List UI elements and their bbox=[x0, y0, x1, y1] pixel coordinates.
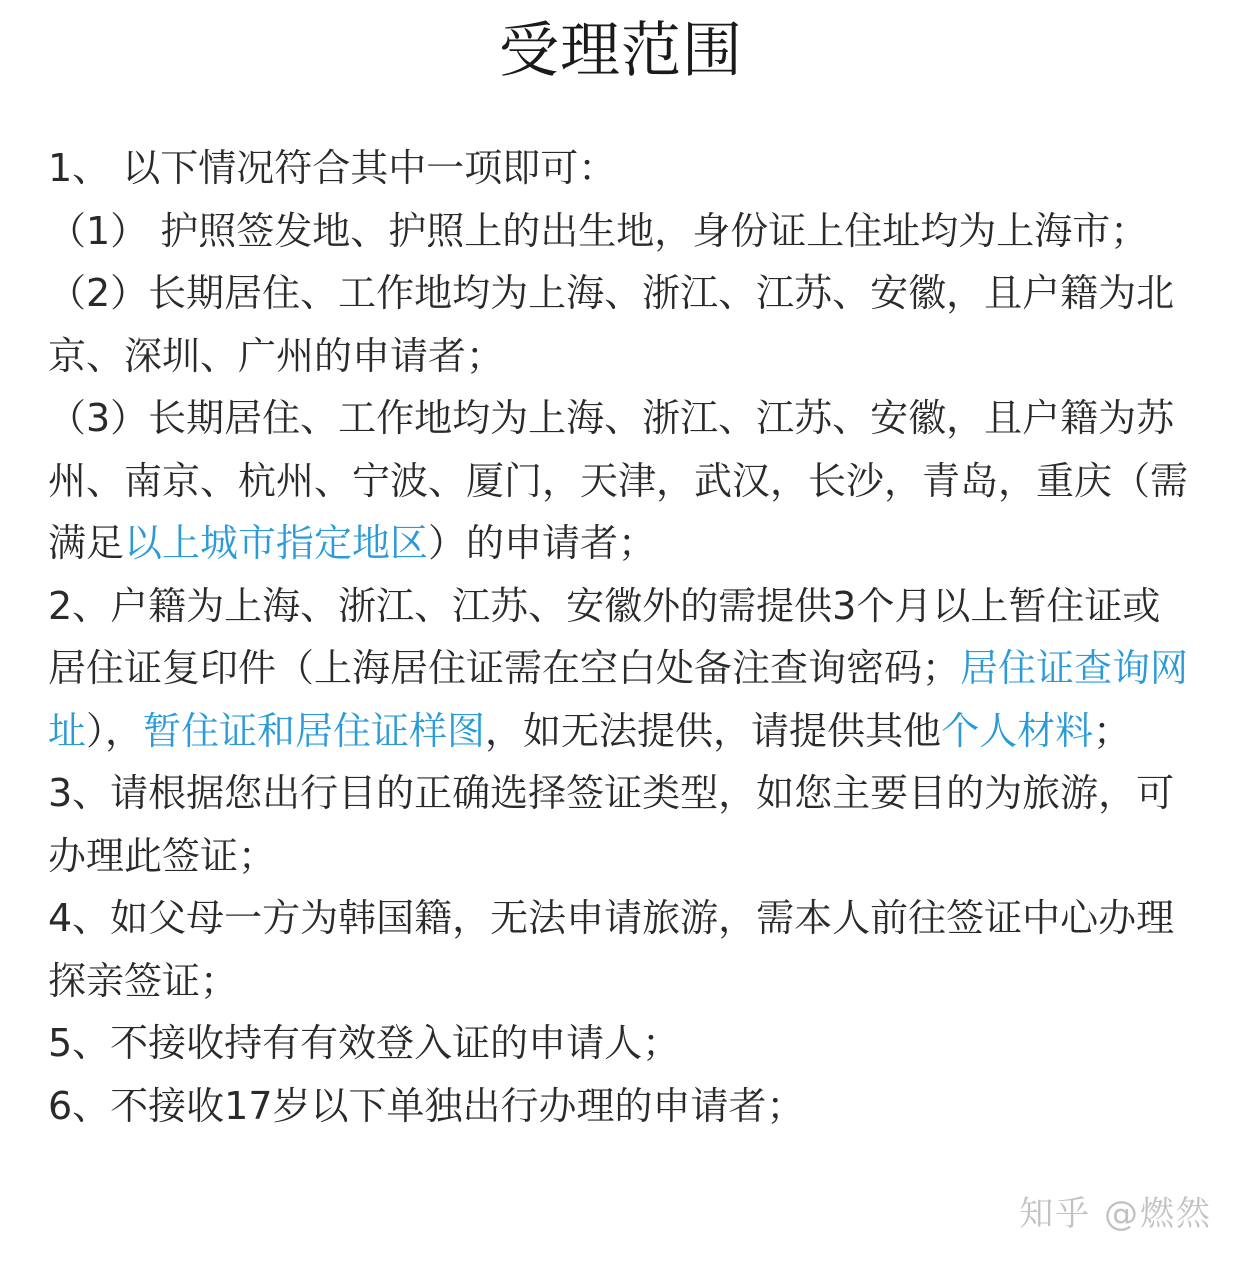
item-2-text-d: ； bbox=[1093, 708, 1132, 753]
item-3: 3、请根据您出行目的正确选择签证类型，如您主要目的为旅游，可办理此签证； bbox=[48, 771, 1175, 878]
permit-sample-link[interactable]: 暂住证和居住证样图 bbox=[143, 708, 486, 753]
item-2-text-a: 2、户籍为上海、浙江、江苏、安徽外的需提供3个月以上暂住证或居住证复印件（上海居住证需在空白处备注查询密码； bbox=[48, 583, 1161, 690]
residence-permit-query-link[interactable]: 居住证查询网址 bbox=[48, 646, 1189, 753]
designated-areas-link[interactable]: 以上城市指定地区 bbox=[124, 521, 429, 565]
item-1-sub-3 bbox=[48, 387, 1198, 575]
item-2-text-c: ，如无法提供，请提供其他 bbox=[485, 708, 942, 753]
item-5: 5、不接收持有有效登入证的申请人； bbox=[48, 1021, 681, 1065]
item-2-text-b: ）， bbox=[86, 708, 144, 753]
zhihu-watermark: 知乎 @燃然 bbox=[1019, 1194, 1212, 1234]
item-1-sub-2: （2）长期居住、工作地均为上海、浙江、江苏、安徽，且户籍为北京、深圳、广州的申请者； bbox=[48, 271, 1175, 378]
item-6: 6、不接收17岁以下单独出行办理的申请者； bbox=[48, 1083, 805, 1128]
page-title: 受理范围 bbox=[499, 16, 743, 86]
item-1: 1、 以下情况符合其中一项即可： bbox=[48, 146, 617, 190]
item-2 bbox=[48, 575, 1198, 763]
scope-content bbox=[48, 137, 1198, 1137]
personal-materials-link[interactable]: 个人材料 bbox=[941, 708, 1094, 753]
item-4: 4、如父母一方为韩国籍，无法申请旅游，需本人前往签证中心办理探亲签证； bbox=[48, 896, 1175, 1003]
item-1-sub-3-text-b: ）的申请者； bbox=[428, 521, 657, 565]
item-1-sub-1: （1） 护照签发地、护照上的出生地，身份证上住址均为上海市； bbox=[48, 208, 1149, 253]
item-1-sub-3-text-a: （3）长期居住、工作地均为上海、浙江、江苏、安徽，且户籍为苏州、南京、杭州、宁波、厦门，天津，武汉，长沙，青岛，重庆（需满足 bbox=[48, 396, 1189, 565]
